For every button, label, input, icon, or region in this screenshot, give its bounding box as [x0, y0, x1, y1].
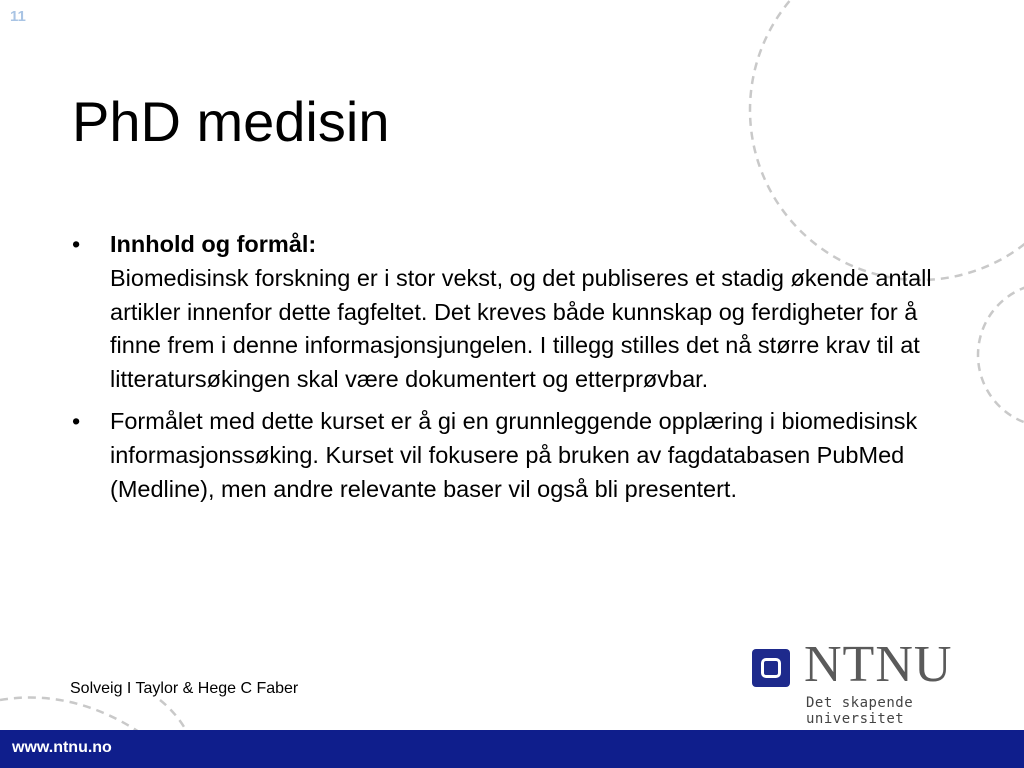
footer-authors: Solveig I Taylor & Hege C Faber	[70, 680, 299, 697]
logo-tagline: Det skapende universitet	[806, 695, 914, 727]
bullet-text: Formålet med dette kurset er å gi en grunnleggende opplæring i biomedisinsk informasjonssøking. Kurset vil fokusere på bruken av fagdatabasen PubMed (Medline), men andre relevante baser vil også bli presentert.	[110, 407, 918, 502]
slide-title: PhD medisin	[72, 90, 390, 153]
deco-circle-small	[978, 283, 1024, 427]
bullet-marker: •	[72, 407, 81, 434]
bullet-heading: Innhold og formål:	[110, 231, 317, 257]
bullet-text: Biomedisinsk forskning er i stor vekst, og det publiseres et stadig økende antall artikler innenfor dette fagfeltet. Det kreves både kunnskap og ferdigheter for å finne frem i denne informasjonsjungelen. I tillegg stilles det nå større krav til at litteratursøkingen skal være dokumentert og etterprøvbar.	[110, 264, 932, 393]
ntnu-logo-icon	[752, 649, 790, 687]
bullet-list	[72, 228, 932, 514]
bullet-item	[72, 405, 932, 506]
footer-url-link[interactable]: www.ntnu.no	[12, 739, 112, 756]
slide-number: 11	[10, 8, 26, 25]
bullet-item	[72, 228, 932, 397]
bullet-marker: •	[72, 231, 81, 257]
logo-wordmark: NTNU	[804, 636, 953, 693]
footer-bar	[0, 730, 1024, 768]
ntnu-logo	[752, 636, 996, 727]
